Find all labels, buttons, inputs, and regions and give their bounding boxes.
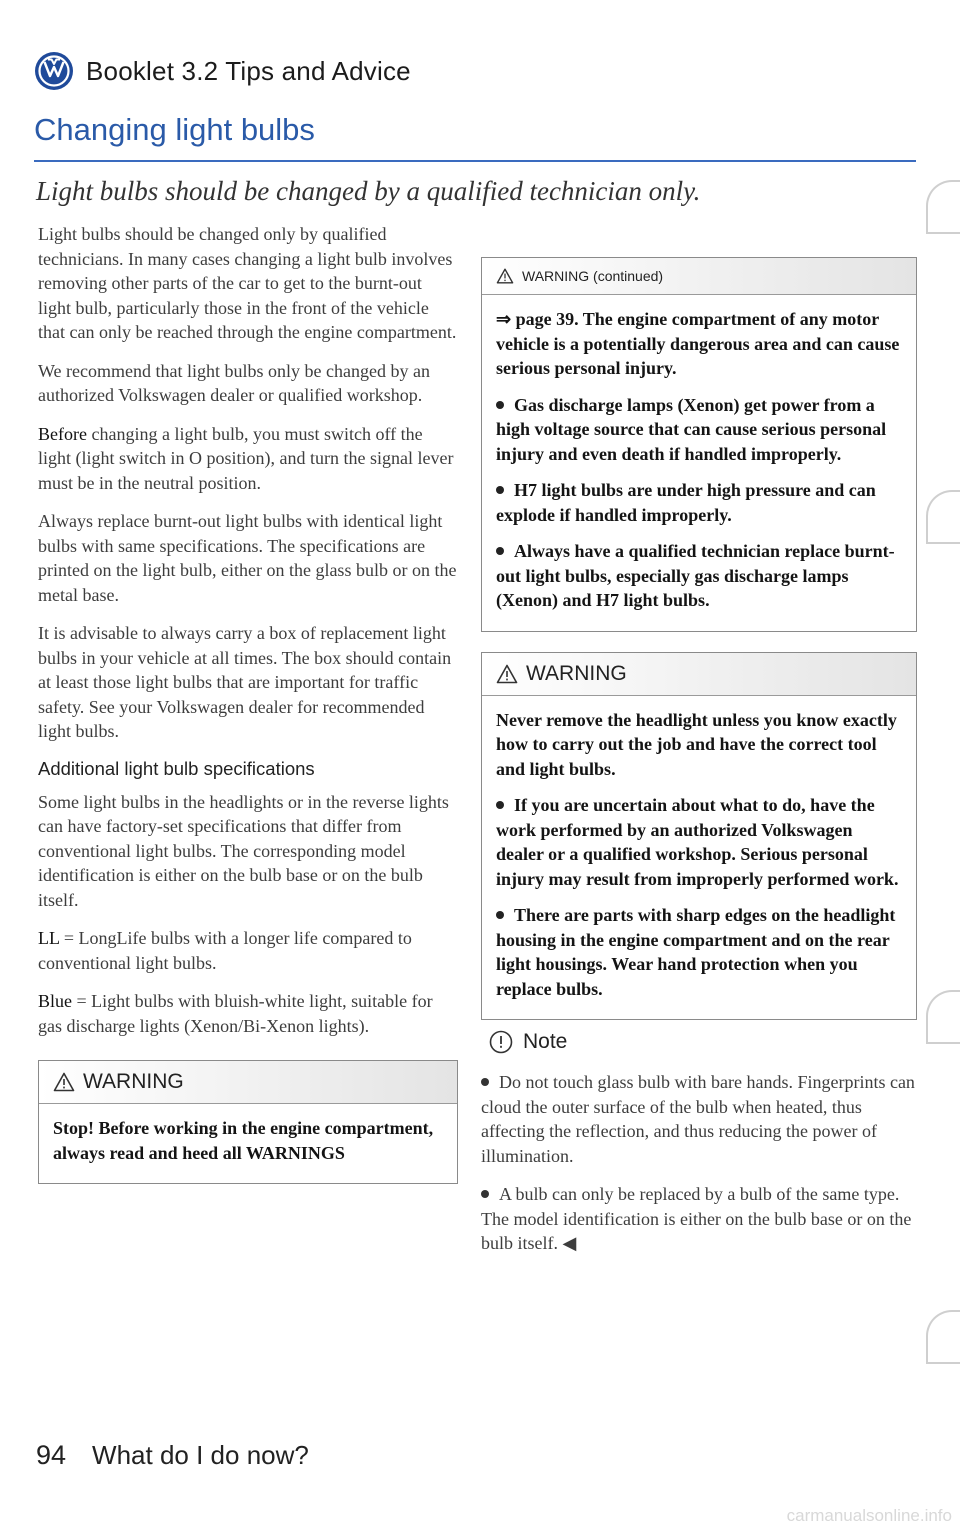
note-header: [489, 1030, 917, 1054]
warning-body: [39, 1104, 457, 1183]
section-subtitle: Light bulbs should be changed by a qualified technician only.: [36, 176, 701, 206]
page-footer: [36, 1440, 309, 1471]
page-number: 94: [36, 1440, 67, 1470]
bullet-item: [496, 478, 902, 527]
info-exclamation-icon: [489, 1030, 513, 1054]
warning-triangle-icon: [496, 268, 514, 284]
lead-word: LL: [38, 928, 60, 948]
paragraph: We recommend that light bulbs only be changed by an authorized Volkswagen dealer or qualified workshop.: [38, 360, 430, 405]
bullet-dot: [496, 486, 504, 494]
bullet-item: [496, 539, 902, 613]
warning-body: [482, 295, 916, 631]
bullet-dot: [481, 1190, 489, 1198]
footer-section-title: What do I do now?: [92, 1440, 309, 1470]
warning-header: [482, 653, 916, 696]
paragraph: [38, 989, 458, 1038]
bullet-item: [496, 903, 902, 1001]
warning-box: [38, 1060, 458, 1184]
bullet-item: [481, 1182, 917, 1256]
note-label: Note: [523, 1030, 568, 1053]
margin-tab: [926, 180, 960, 234]
warning-label: WARNING: [83, 1070, 184, 1093]
watermark: carmanualsonline.info: [786, 1506, 952, 1525]
bullet-text: If you are uncertain about what to do, have the work performed by an authorized Volkswagen dealer or a qualified workshop. Serious personal injury may result from improperly performed work.: [496, 795, 899, 889]
bullet-item: [481, 1070, 917, 1168]
warning-body: [482, 696, 916, 1020]
warning-continued-box: [481, 257, 917, 632]
warning-header: [39, 1061, 457, 1104]
title-divider: [34, 160, 916, 162]
section-title: Changing light bulbs: [34, 112, 315, 147]
warning-box: [481, 652, 917, 1021]
lead-word: Before: [38, 423, 87, 444]
bullet-dot: [496, 547, 504, 555]
left-column: [38, 222, 458, 1184]
booklet-title: Booklet 3.2 Tips and Advice: [86, 55, 411, 86]
bullet-dot: [496, 801, 504, 809]
vw-logo-icon: [34, 51, 74, 91]
paragraph: [38, 926, 458, 975]
warning-header: [482, 258, 916, 295]
bullet-text: A bulb can only be replaced by a bulb of the same type. The model identification is either on the bulb base or on the bulb itself. ◀: [481, 1184, 912, 1253]
subheading: Additional light bulb specifications: [38, 757, 315, 779]
bullet-text: Gas discharge lamps (Xenon) get power from a high voltage source that can cause serious personal injury and even death if handled improperly.: [496, 394, 887, 464]
bullet-item: [496, 793, 902, 891]
warning-triangle-icon: [53, 1072, 75, 1092]
paragraph-text: = Light bulbs with bluish-white light, suitable for gas discharge lights (Xenon/Bi-Xenon lights).: [38, 991, 433, 1036]
page-header: [34, 50, 411, 92]
note-body: [481, 1070, 917, 1256]
bullet-item: [496, 393, 902, 467]
warning-triangle-icon: [496, 664, 518, 684]
lead-word: Blue: [38, 991, 72, 1011]
margin-tab: [926, 490, 960, 544]
paragraph: It is advisable to always carry a box of replacement light bulbs in your vehicle at all times. The box should contain at least those light bulbs that are important for traffic safety. See your Volkswagen dealer for recommended light bulbs.: [38, 623, 452, 741]
warning-label: WARNING (continued): [522, 268, 664, 284]
bullet-text: There are parts with sharp edges on the headlight housing in the engine compartment and on the rear light housings. Wear hand protection when you replace bulbs.: [496, 905, 896, 999]
warning-label: WARNING: [526, 661, 627, 685]
paragraph: [38, 422, 458, 496]
margin-tab: [926, 1310, 960, 1364]
right-column: [481, 257, 917, 1270]
bullet-dot: [481, 1078, 489, 1086]
paragraph: Light bulbs should be changed only by qualified technicians. In many cases changing a light bulb involves removing other parts of the car to get to the burnt-out light bulb, particularly those in the front of the vehicle that can only be reached through the engine compartment.: [38, 224, 457, 342]
bullet-text: Do not touch glass bulb with bare hands. Fingerprints can cloud the outer surface of the bulb when heated, thus affecting the reflection, and thus reducing the power of illumination.: [481, 1072, 915, 1166]
warning-text: Stop! Before working in the engine compartment, always read and heed all WARNINGS: [53, 1118, 434, 1163]
paragraph: Some light bulbs in the headlights or in the reverse lights can have factory-set specifications that differ from conventional light bulbs. The corresponding model identification is either on the bulb base or on the bulb itself.: [38, 791, 449, 910]
paragraph-text: changing a light bulb, you must switch off the light (light switch in O position), and turn the signal lever must be in the neutral position.: [38, 423, 454, 493]
bullet-text: H7 light bulbs are under high pressure and can explode if handled improperly.: [496, 480, 876, 525]
bullet-dot: [496, 401, 504, 409]
paragraph-text: = LongLife bulbs with a longer life compared to conventional light bulbs.: [38, 928, 412, 973]
margin-tab: [926, 990, 960, 1044]
warning-text: Never remove the headlight unless you know exactly how to carry out the job and have the correct tool and light bulbs.: [496, 709, 897, 779]
bullet-dot: [496, 911, 504, 919]
warning-text: ⇒ page 39. The engine compartment of any motor vehicle is a potentially dangerous area and can cause serious personal injury.: [496, 309, 900, 378]
paragraph: Always replace burnt-out light bulbs with identical light bulbs with same specifications. The specifications are printed on the light bulb, either on the glass bulb or on the metal base.: [38, 511, 457, 605]
bullet-text: Always have a qualified technician replace burnt-out light bulbs, especially gas discharge lamps (Xenon) and H7 light bulbs.: [496, 541, 895, 610]
